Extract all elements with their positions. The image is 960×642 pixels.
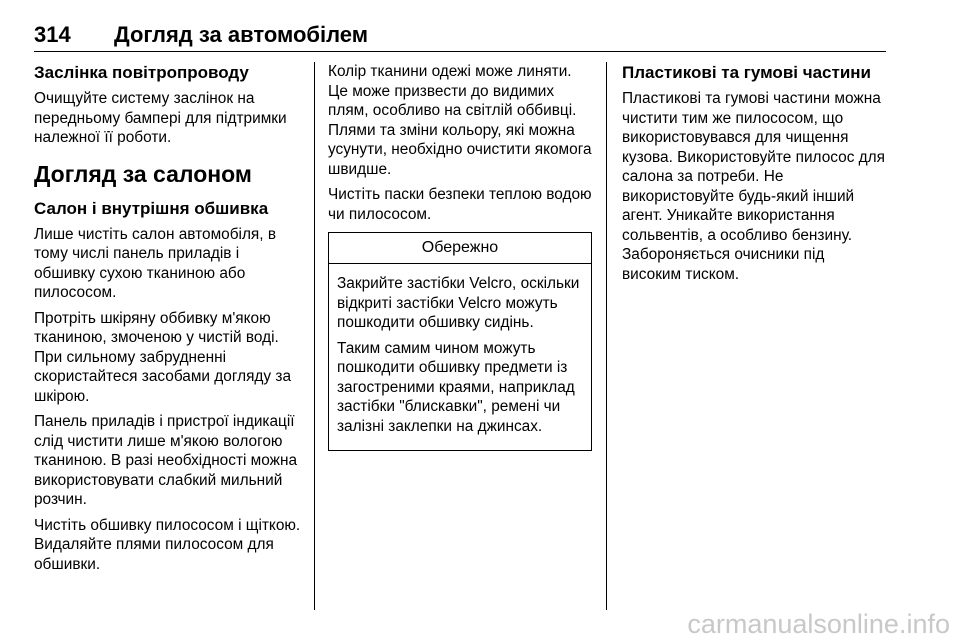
- column-3: [622, 62, 886, 290]
- fabric-paragraph-2: Чистіть паски безпеки теплою водою чи пилососом.: [328, 186, 592, 223]
- plastic-parts-text: Пластикові та гумові частини можна чистити тим же пилососом, що використовувався для чищення кузова. Використовуйте пилосос для салона за потреби. Не використовуйте будь-який інший агент. Уникайте використання сольвентів, а особливо бензину. Забороняється очисники під високим тиском.: [622, 90, 885, 283]
- caution-paragraph-1: Закрийте застібки Velcro, оскільки відкриті застібки Velcro можуть пошкодити обшивку сидінь.: [337, 275, 580, 331]
- interior-paragraph-3: Панель приладів і пристрої індикації слід чистити лише м'якою вологою тканиною. В разі необхідності можна використовувати слабкий мильний розчин.: [34, 413, 298, 508]
- column-2: [328, 62, 592, 451]
- caution-paragraph-2: Таким самим чином можуть пошкодити обшивку предмети із загостреними краями, наприклад застібки "блискавки", ремені чи залізні заклепки на джинсах.: [337, 339, 575, 435]
- column-1: [34, 62, 302, 580]
- interior-paragraph-2: Протріть шкіряну оббивку м'якою тканиною, змоченою у чистій воді. При сильному забрудненні скористайтеся засобами догляду за шкірою.: [34, 309, 292, 405]
- caution-body: [329, 264, 591, 450]
- interior-care-heading: Догляд за салоном: [34, 160, 252, 187]
- column-divider-2: [606, 62, 607, 610]
- caution-title: Обережно: [329, 233, 591, 264]
- column-divider-1: [314, 62, 315, 610]
- page-number: 314: [34, 22, 71, 47]
- header-rule: [34, 51, 886, 52]
- watermark: carmanualsonline.info: [687, 609, 950, 639]
- air-damper-heading: Заслінка повітропроводу: [34, 63, 249, 82]
- plastic-parts-heading: Пластикові та гумові частини: [622, 63, 871, 82]
- caution-box: [328, 232, 592, 451]
- fabric-paragraph-1: Колір тканини одежі може линяти. Це може призвести до видимих плям, особливо на світлій оббивці. Плями та зміни кольору, які можна усунути, необхідно очистити якомога швидше.: [328, 63, 592, 178]
- interior-trim-heading: Салон і внутрішня обшивка: [34, 198, 269, 218]
- air-damper-text: Очищуйте систему заслінок на передньому бампері для підтримки належної її роботи.: [34, 90, 287, 146]
- interior-paragraph-1: Лише чистіть салон автомобіля, в тому числі панель приладів і обшивку сухою тканиною або пилососом.: [34, 225, 276, 301]
- page-title: Догляд за автомобілем: [114, 22, 369, 47]
- interior-paragraph-4: Чистіть обшивку пилососом і щіткою. Видаляйте плями пилососом для обшивки.: [34, 516, 301, 573]
